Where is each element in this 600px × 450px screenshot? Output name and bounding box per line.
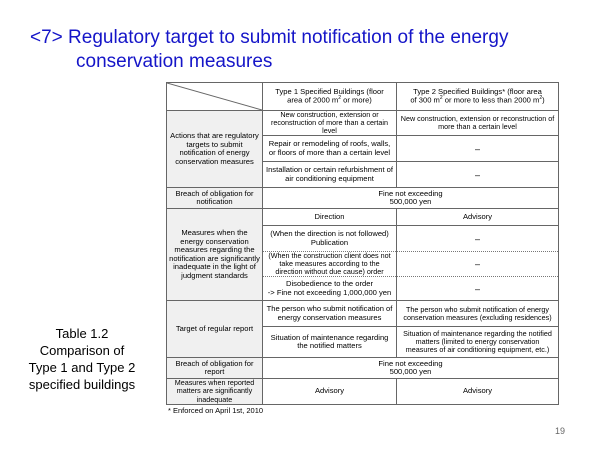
- regular-report-person-type2: The person who submit notification of energy conservation measures (excluding residences): [397, 301, 559, 327]
- actions-repair-type2: –: [397, 136, 559, 162]
- page-title: [30, 26, 508, 74]
- caption-line-3: Type 1 and Type 2: [28, 360, 136, 375]
- header-type1: [263, 83, 397, 111]
- measures-direction: Direction: [263, 209, 397, 226]
- measures-disobedience: [263, 277, 397, 301]
- regular-report-maintenance-type1: Situation of maintenance regarding the notified matters: [263, 327, 397, 358]
- table-header-row: [167, 83, 559, 111]
- measures-publication-type2: –: [397, 226, 559, 252]
- caption-line-4: specified buildings: [28, 377, 136, 392]
- header-type2-line2: of 300 m: [410, 95, 440, 105]
- footnote: * Enforced on April 1st, 2010: [168, 406, 264, 415]
- header-type2-sup1: 2: [439, 95, 443, 102]
- breach-report-fine-line1: Fine not exceeding: [378, 358, 443, 368]
- breach-report-row: [167, 358, 559, 379]
- header-type1-line2: area of 2000 m: [287, 95, 339, 105]
- measures-disobedience-line1: Disobedience to the order: [286, 279, 373, 289]
- actions-row-new-construction: [167, 111, 559, 136]
- caption-line-1: Table 1.2: [55, 326, 109, 341]
- header-type2-sup2: 2: [539, 95, 543, 102]
- measures-row-direction: [167, 209, 559, 226]
- measures-publication-line1: (When the direction is not followed): [270, 229, 389, 239]
- measures-label: Measures when the energy conservation measures regarding the notification are significantly inadequate in the light of judgment standards: [167, 209, 263, 301]
- reported-inadequate-label: Measures when reported matters are significantly inadequate: [167, 379, 263, 404]
- breach-notification-fine: [263, 188, 559, 209]
- header-type2-line2-mid: or more to less than 2000 m: [442, 95, 540, 105]
- table-caption: [8, 325, 156, 393]
- breach-report-label: Breach of obligation for report: [167, 358, 263, 379]
- measures-order-type2: –: [397, 252, 559, 277]
- breach-report-fine-line2: 500,000 yen: [389, 367, 432, 377]
- actions-label: Actions that are regulatory targets to submit notification of energy conservation measures: [167, 111, 263, 188]
- page-number: 19: [555, 426, 566, 436]
- breach-report-fine: [263, 358, 559, 379]
- title-line-1: <7> Regulatory target to submit notification of the energy: [30, 27, 509, 48]
- actions-new-construction-type2: New construction, extension or reconstruction of more than a certain level: [397, 111, 559, 136]
- diagonal-line: [167, 83, 262, 110]
- actions-installation-type2: –: [397, 162, 559, 188]
- header-type1-line1: Type 1 Specified Buildings (floor: [275, 86, 384, 96]
- header-type1-line2-end: or more): [341, 95, 372, 105]
- regular-report-row-person: [167, 301, 559, 327]
- actions-new-construction-type1: New construction, extension or reconstruction of more than a certain level: [263, 111, 397, 136]
- reported-inadequate-type1: Advisory: [263, 379, 397, 404]
- caption-line-2: Comparison of: [39, 343, 125, 358]
- reported-inadequate-type2: Advisory: [397, 379, 559, 404]
- actions-installation-type1: Installation or certain refurbishment of air conditioning equipment: [263, 162, 397, 188]
- regular-report-person-type1: The person who submit notification of energy conservation measures: [263, 301, 397, 327]
- header-type2-line1: Type 2 Specified Buildings* (floor area: [413, 86, 542, 96]
- breach-notification-row: [167, 188, 559, 209]
- comparison-table: [166, 82, 559, 405]
- title-line-2: conservation measures: [76, 51, 273, 72]
- measures-disobedience-type2: –: [397, 277, 559, 301]
- measures-advisory: Advisory: [397, 209, 559, 226]
- measures-publication: [263, 226, 397, 252]
- header-diagonal-cell: [167, 83, 263, 111]
- reported-inadequate-row: [167, 379, 559, 404]
- breach-notification-fine-line1: Fine not exceeding: [378, 188, 443, 198]
- breach-notification-label: Breach of obligation for notification: [167, 188, 263, 209]
- regular-report-maintenance-type2: Situation of maintenance regarding the notified matters (limited to energy conservation measures of air conditioning equipment, etc.): [397, 327, 559, 358]
- measures-publication-line2: Publication: [310, 237, 349, 247]
- measures-order: (When the construction client does not take measures according to the direction without due cause) order: [263, 252, 397, 277]
- header-type2: [397, 83, 559, 111]
- header-type2-line2-end: ): [542, 95, 545, 105]
- header-type1-sup: 2: [338, 95, 342, 102]
- actions-repair-type1: Repair or remodeling of roofs, walls, or floors of more than a certain level: [263, 136, 397, 162]
- breach-notification-fine-line2: 500,000 yen: [389, 197, 432, 207]
- measures-disobedience-line2: -> Fine not exceeding 1,000,000 yen: [267, 287, 392, 297]
- regular-report-label: Target of regular report: [167, 301, 263, 358]
